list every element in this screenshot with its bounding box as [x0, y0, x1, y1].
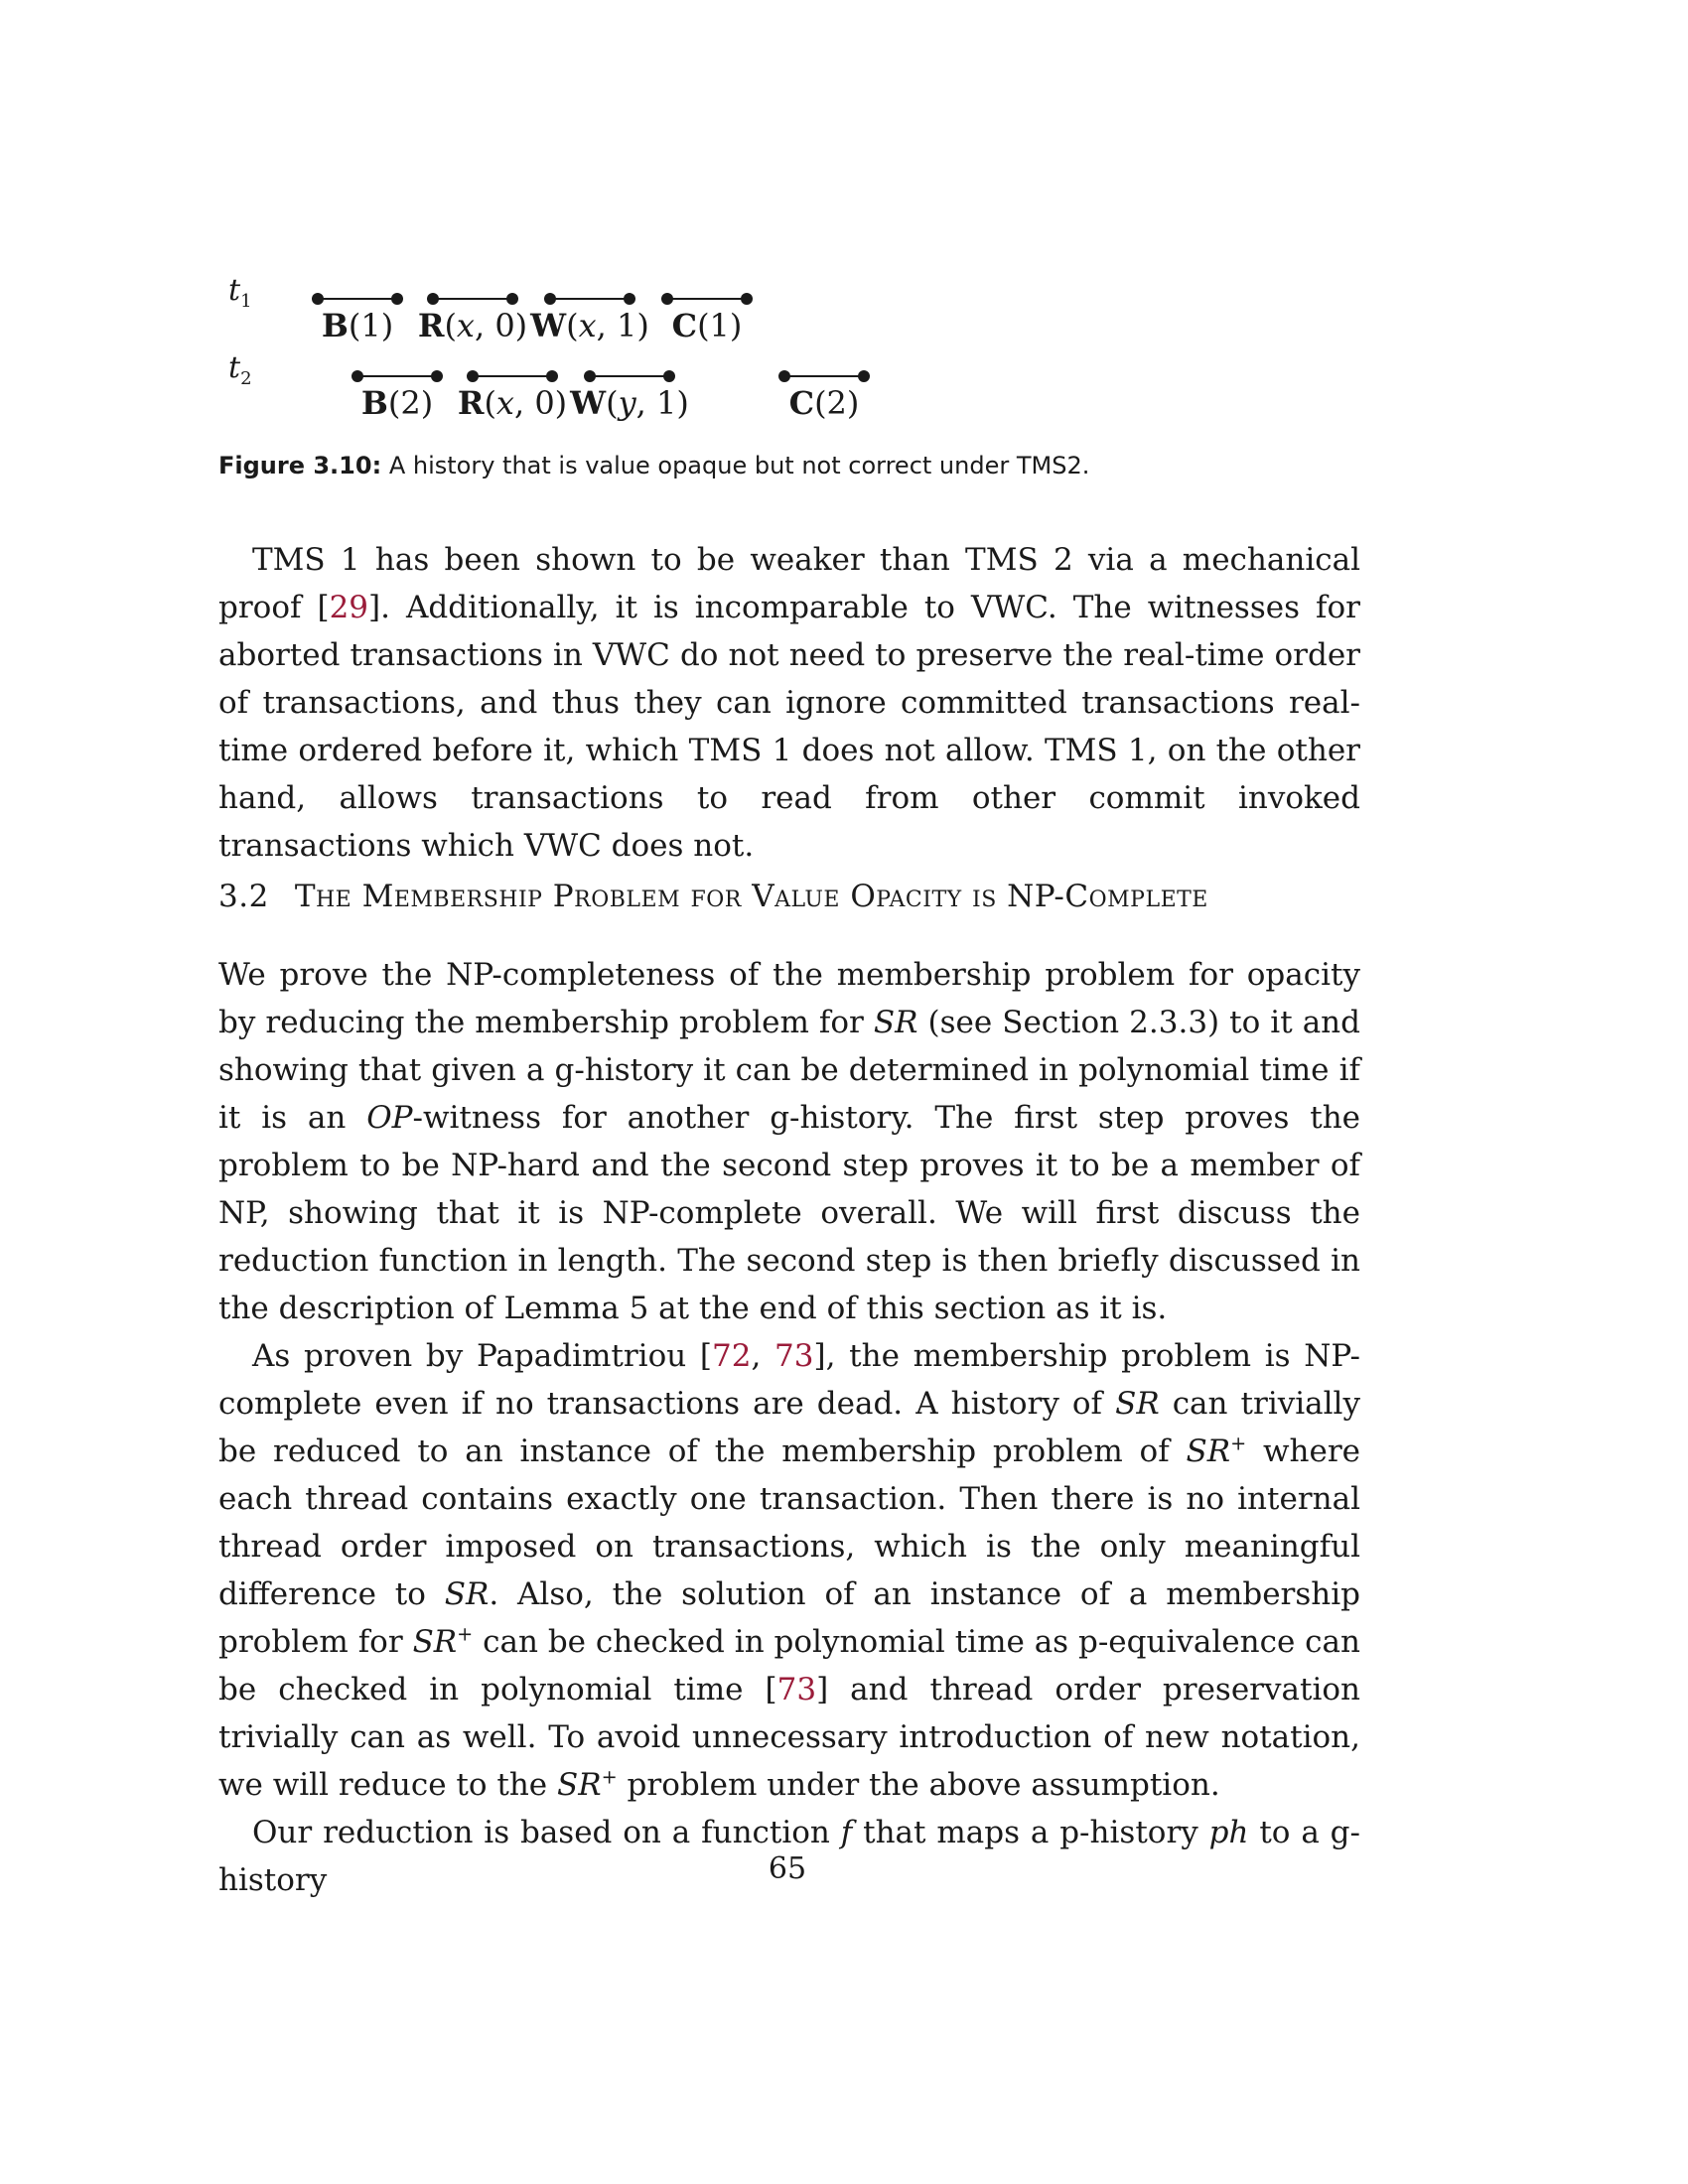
op-t2-write: W(y, 1)	[590, 362, 669, 422]
thread-label-t2: $t_2$	[228, 350, 252, 389]
op-t1-begin: B(1)	[318, 285, 397, 344]
figure-3-10	[218, 263, 933, 422]
paragraph-papadimitriou: As proven by Papadimtriou [72, 73], the membership problem is NP-complete even if no transactions are dead. A history of SR can trivially be reduced to an instance of the membership problem of SR+ where each thread contains exactly one transaction. Then there is no internal thread order imposed on transactions, which is the only meaningful difference to SR. Also, the solution of an instance of a membership problem for SR+ can be checked in polynomial time as p-equivalence can be checked in polynomial time [73] and thread order preservation trivially can as well. To avoid unnecessary introduction of new notation, we will reduce to the SR+ problem under the above assumption.	[218, 1338, 1360, 1803]
section-body	[218, 951, 1360, 1904]
section-number: 3.2	[218, 879, 269, 914]
citation-link[interactable]: 73	[776, 1672, 817, 1707]
op-t2-begin: B(2)	[357, 362, 437, 422]
op-t1-commit: C(1)	[667, 285, 747, 344]
figure-caption	[218, 452, 1089, 479]
thread-label-t1: $t_1$	[228, 273, 252, 312]
citation-link[interactable]: 72	[712, 1338, 752, 1374]
section-heading	[218, 879, 1208, 914]
paragraph-np-completeness: We prove the NP-completeness of the membership problem for opacity by reducing the membership problem for SR (see Section 2.3.3) to it and showing that given a g-history it can be determined in polynomial time if it is an OP-witness for another g-history. The first step proves the problem to be NP-hard and the second step proves it to be a member of NP, showing that it is NP-complete overall. We will first discuss the reduction function in length. The second step is then briefly discussed in the description of Lemma 5 at the end of this section as it is.	[218, 957, 1361, 1326]
section-title: The Membership Problem for Value Opacity is NP-Complete	[294, 879, 1208, 914]
op-t2-commit: C(2)	[784, 362, 864, 422]
page-number: 65	[768, 1851, 807, 1886]
paragraph-tms1: TMS 1 has been shown to be weaker than TMS 2 via a mechanical proof [29]. Additionally, it is incomparable to VWC. The witnesses for aborted transactions in VWC do not need to preserve the real-time order of transactions, and thus they can ignore committed transactions real-time ordered before it, which TMS 1 does not allow. TMS 1, on the other hand, allows transactions to read from other commit invoked transactions which VWC does not.	[218, 542, 1360, 864]
op-t1-write: W(x, 1)	[550, 285, 630, 344]
citation-link[interactable]: 29	[329, 590, 369, 625]
op-t2-read: R(x, 0)	[473, 362, 552, 422]
op-t1-read: R(x, 0)	[433, 285, 512, 344]
caption-text: A history that is value opaque but not correct under TMS2.	[388, 452, 1090, 479]
caption-tag: Figure 3.10:	[218, 452, 382, 479]
paragraph-reduction: Our reduction is based on a function f that maps a p-history ph to a g-history	[218, 1815, 1361, 1898]
citation-link[interactable]: 73	[774, 1338, 814, 1374]
